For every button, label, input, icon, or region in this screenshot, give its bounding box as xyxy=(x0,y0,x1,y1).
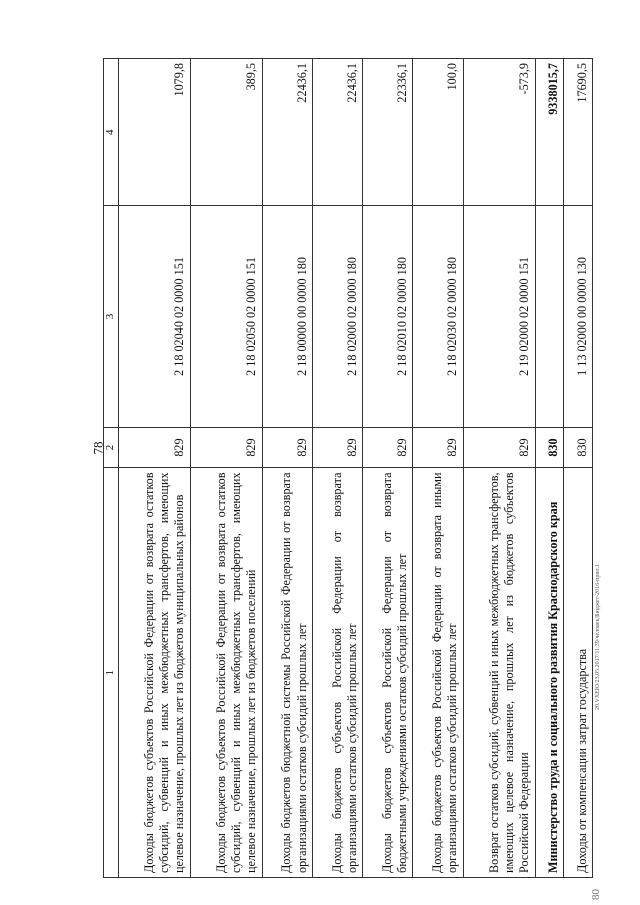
row-budget-code xyxy=(535,206,564,427)
header-col-4: 4 xyxy=(104,59,119,206)
page-number: 78 xyxy=(90,441,106,455)
row-amount: 22436,1 xyxy=(312,59,362,206)
row-amount: 22436,1 xyxy=(262,59,312,206)
header-col-1: 1 xyxy=(104,468,119,878)
row-description: Доходы бюджетов бюджетной системы Российской Федерации от возврата организациями остатков субсидий прошлых лет xyxy=(262,468,312,878)
row-budget-code: 2 18 00000 00 0000 180 xyxy=(262,206,312,427)
row-admin-code: 829 xyxy=(413,427,463,468)
row-budget-code: 2 18 02010 02 0000 180 xyxy=(363,206,413,427)
row-description: Доходы от компенсации затрат государства xyxy=(564,468,593,878)
corner-mark: 80 xyxy=(590,889,602,900)
table-row xyxy=(363,59,413,878)
row-description: Министерство труда и социального развития Краснодарского края xyxy=(535,468,564,878)
table-row xyxy=(190,59,262,878)
table-row xyxy=(564,59,593,878)
row-amount: 100,0 xyxy=(413,59,463,206)
header-col-3: 3 xyxy=(104,206,119,427)
row-admin-code: 829 xyxy=(190,427,262,468)
row-description: Доходы бюджетов субъектов Российской Федерации от возврата организациями остатков субсидий прошлых лет xyxy=(312,468,362,878)
row-amount: 389,5 xyxy=(190,59,262,206)
budget-table xyxy=(103,58,593,878)
row-description: Доходы бюджетов субъектов Российской Федерации от возврата иными организациями остатков субсидий прошлых лет xyxy=(413,468,463,878)
row-amount: 22336,1 xyxy=(363,59,413,206)
row-description: Доходы бюджетов субъектов Российской Федерации от возврата остатков субсидий, субвенций и иных межбюджетных трансфертов, имеющих целевое назначение, прошлых лет из бюджетов поселений xyxy=(190,468,262,878)
row-budget-code: 2 18 02030 02 0000 180 xyxy=(413,206,463,427)
row-description: Доходы бюджетов субъектов Российской Федерации от возврата остатков субсидий, субвенций и иных межбюджетных трансфертов, имеющих целевое назначение, прошлых лет из бюджетов муниципальных районов xyxy=(118,468,190,878)
row-admin-code: 830 xyxy=(535,427,564,468)
row-budget-code: 2 18 02040 02 0000 151 xyxy=(118,206,190,427)
row-admin-code: 829 xyxy=(363,427,413,468)
row-description: Возврат остатков субсидий, субвенций и иных межбюджетных трансфертов, имеющих целевое назначение, прошлых лет из бюджетов субъектов Российской Федерации xyxy=(463,468,535,878)
table-row xyxy=(413,59,463,878)
row-admin-code: 829 xyxy=(463,427,535,468)
rotated-table-container xyxy=(103,58,593,878)
header-row xyxy=(104,59,119,878)
table-row xyxy=(262,59,312,878)
row-amount: -573,9 xyxy=(463,59,535,206)
row-admin-code: 830 xyxy=(564,427,593,468)
row-amount: 9338015,7 xyxy=(535,59,564,206)
row-admin-code: 829 xyxy=(118,427,190,468)
table-row xyxy=(535,59,564,878)
row-description: Доходы бюджетов субъектов Российской Федерации от возврата бюджетными учреждениями остатков субсидий прошлых лет xyxy=(363,468,413,878)
table-row xyxy=(463,59,535,878)
row-amount: 1079,8 xyxy=(118,59,190,206)
row-budget-code: 2 19 02000 02 0000 151 xyxy=(463,206,535,427)
header-col-2: 2 xyxy=(104,427,119,468)
row-admin-code: 829 xyxy=(262,427,312,468)
row-budget-code: 1 13 02000 00 0000 130 xyxy=(564,206,593,427)
footer-stamp: 20.VXEЮ/23.05.2017/11:39/человек/Бюджет-2016-прил.1 xyxy=(595,563,601,710)
row-budget-code: 2 18 02000 02 0000 180 xyxy=(312,206,362,427)
table-row xyxy=(312,59,362,878)
row-budget-code: 2 18 02050 02 0000 151 xyxy=(190,206,262,427)
table-row xyxy=(118,59,190,878)
row-amount: 17690,5 xyxy=(564,59,593,206)
row-admin-code: 829 xyxy=(312,427,362,468)
